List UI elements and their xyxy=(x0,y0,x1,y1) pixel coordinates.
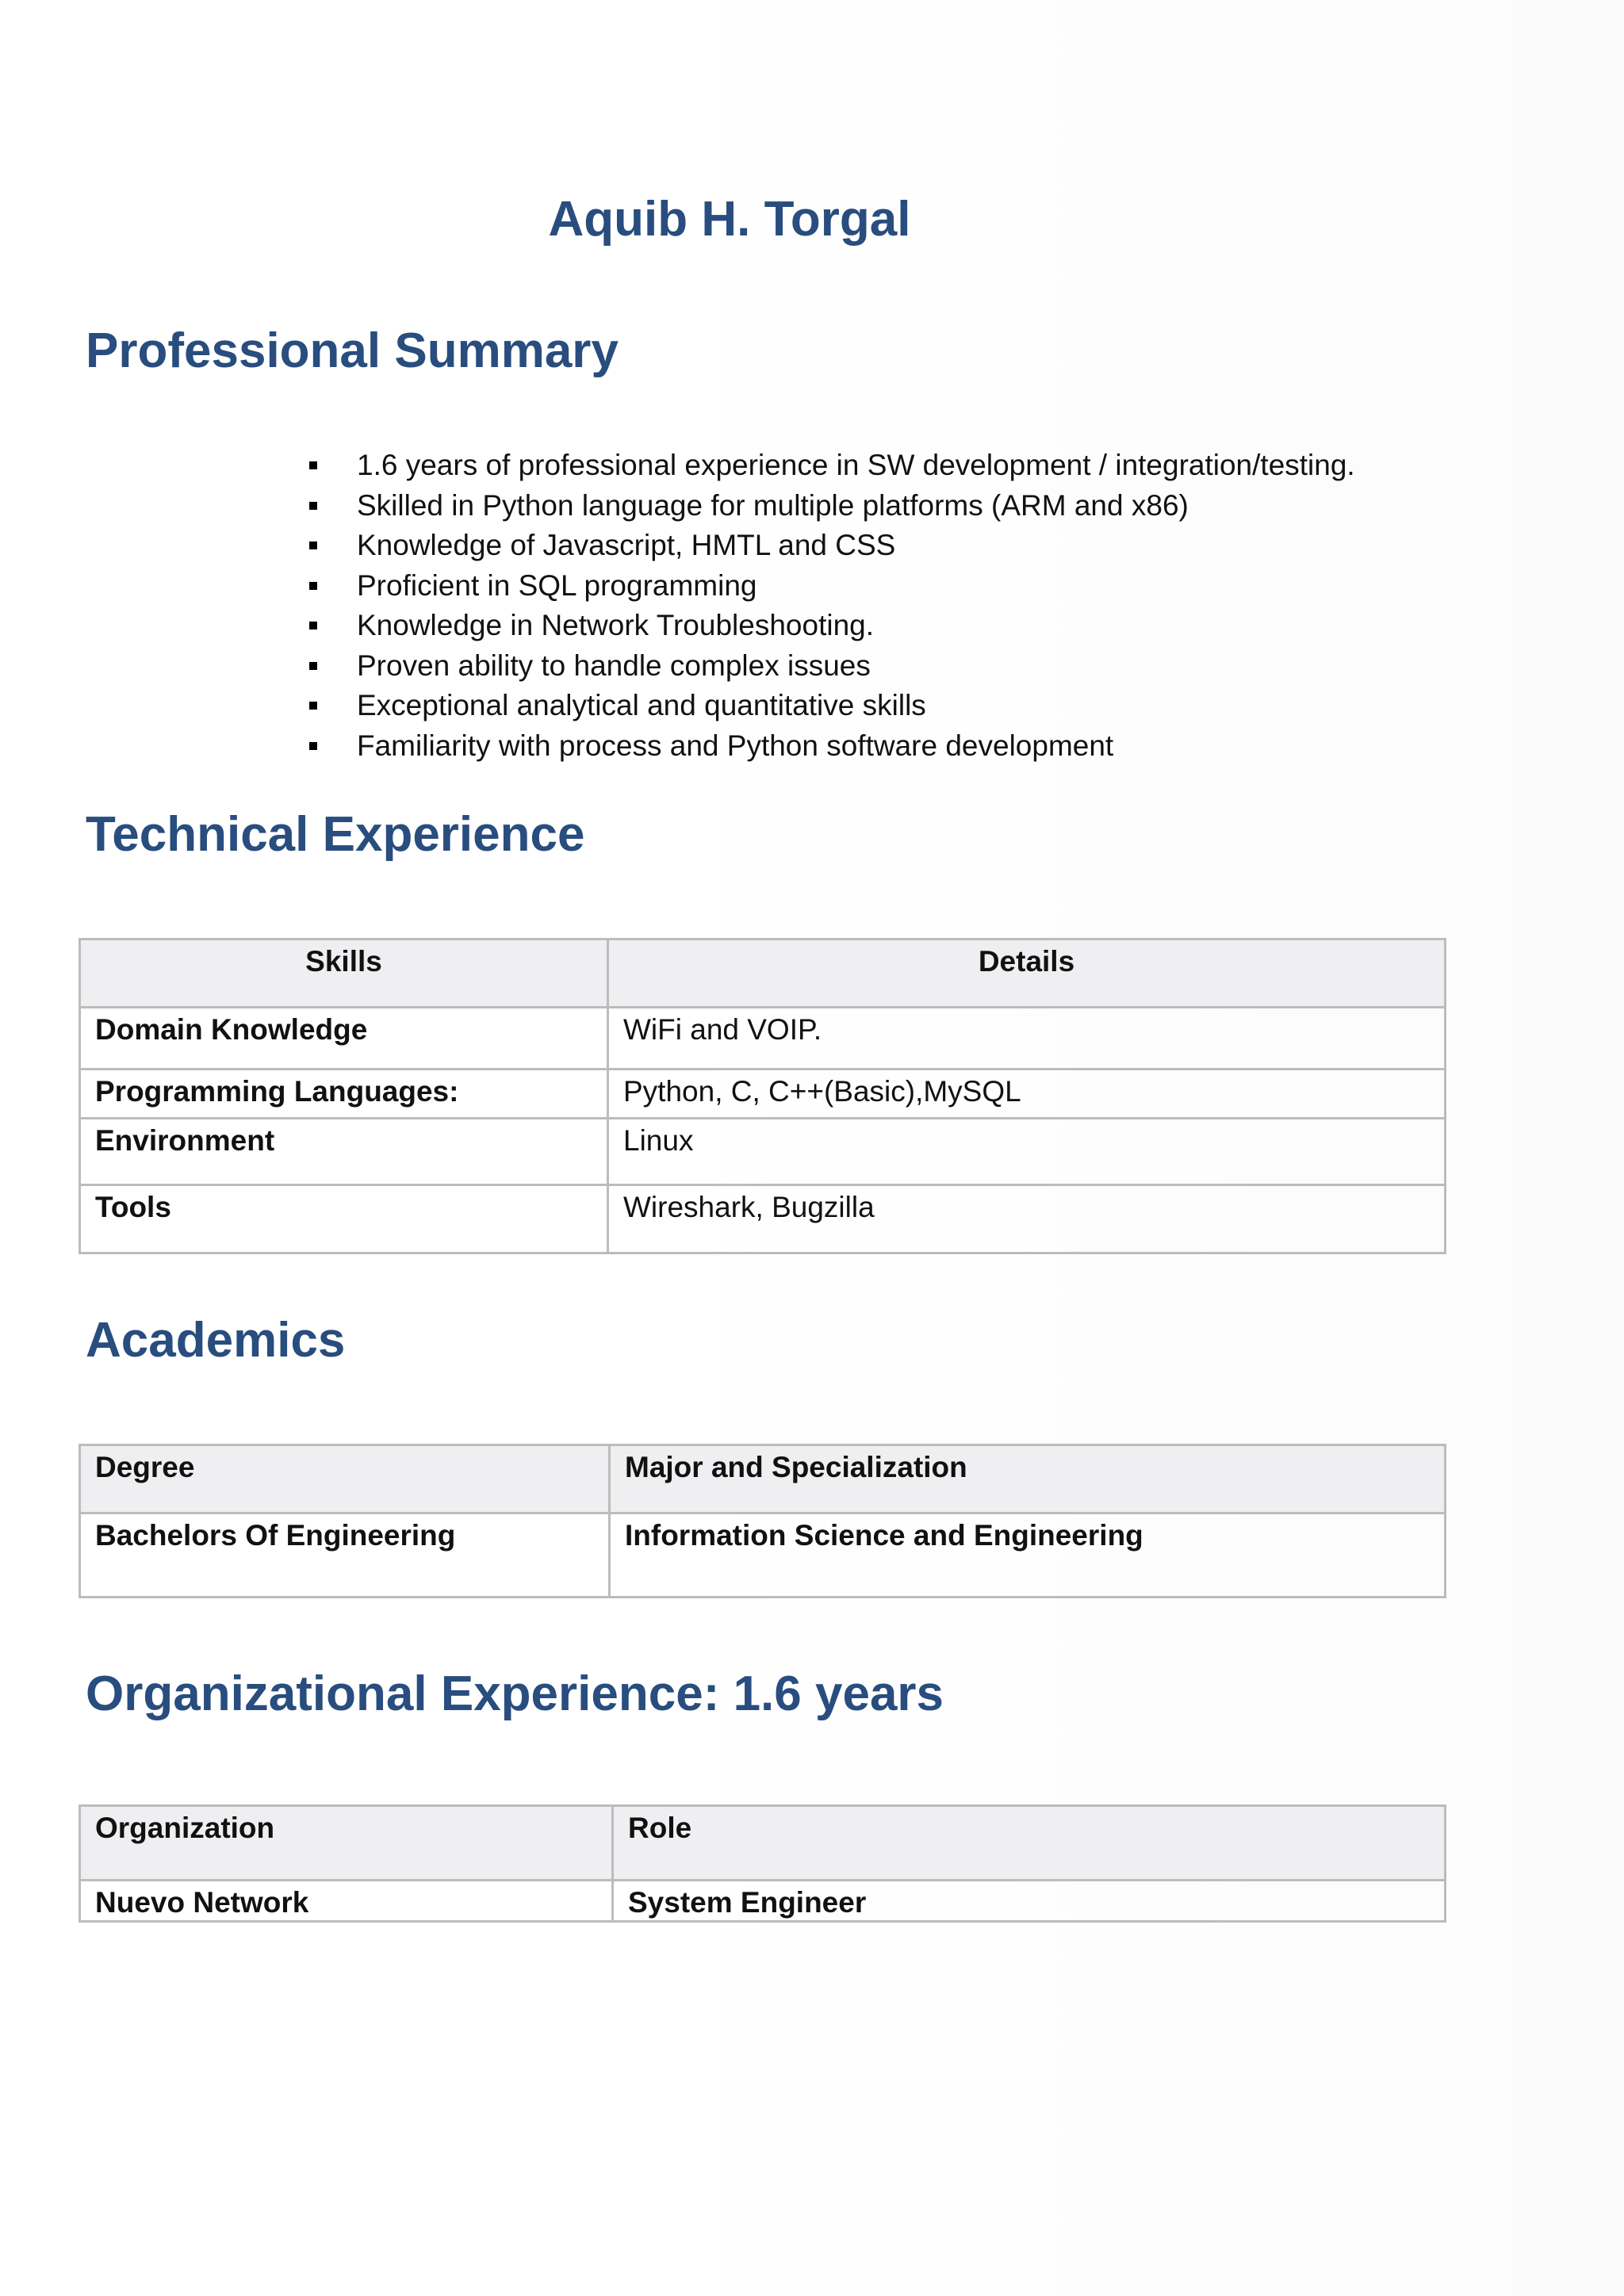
column-header-details: Details xyxy=(608,939,1446,1008)
summary-item-text: Proficient in SQL programming xyxy=(357,568,757,602)
square-bullet-icon xyxy=(309,702,317,710)
summary-item xyxy=(306,446,1355,486)
organization-table xyxy=(79,1804,1446,1923)
square-bullet-icon xyxy=(309,461,317,469)
column-header-role: Role xyxy=(613,1806,1446,1881)
organization-cell: Nuevo Network xyxy=(80,1881,613,1922)
summary-item-text: Proven ability to handle complex issues xyxy=(357,649,871,682)
table-row xyxy=(80,1070,1446,1119)
column-header-organization: Organization xyxy=(80,1806,613,1881)
skill-cell: Tools xyxy=(80,1185,608,1253)
summary-heading: Professional Summary xyxy=(86,323,619,378)
summary-item xyxy=(306,686,1355,726)
table-row xyxy=(80,1119,1446,1185)
table-header-row xyxy=(80,1445,1446,1513)
technical-table xyxy=(79,938,1446,1254)
column-header-major: Major and Specialization xyxy=(610,1445,1446,1513)
summary-item-text: 1.6 years of professional experience in SW development / integration/testing. xyxy=(357,449,1355,481)
academics-heading: Academics xyxy=(86,1313,346,1368)
summary-item xyxy=(306,526,1355,566)
summary-item xyxy=(306,606,1355,646)
detail-cell: WiFi and VOIP. xyxy=(608,1008,1446,1070)
major-cell: Information Science and Engineering xyxy=(610,1513,1446,1598)
table-row xyxy=(80,1513,1446,1598)
skill-cell: Domain Knowledge xyxy=(80,1008,608,1070)
role-cell: System Engineer xyxy=(613,1881,1446,1922)
summary-list xyxy=(306,446,1355,766)
detail-cell: Python, C, C++(Basic),MySQL xyxy=(608,1070,1446,1119)
square-bullet-icon xyxy=(309,582,317,590)
summary-item-text: Skilled in Python language for multiple platforms (ARM and x86) xyxy=(357,488,1189,522)
summary-item-text: Familiarity with process and Python software development xyxy=(357,729,1114,762)
square-bullet-icon xyxy=(309,622,317,629)
table-header-row xyxy=(80,1806,1446,1881)
detail-cell: Wireshark, Bugzilla xyxy=(608,1185,1446,1253)
candidate-name: Aquib H. Torgal xyxy=(548,192,911,247)
square-bullet-icon xyxy=(309,502,317,510)
square-bullet-icon xyxy=(309,662,317,670)
detail-cell: Linux xyxy=(608,1119,1446,1185)
skill-cell: Environment xyxy=(80,1119,608,1185)
table-row xyxy=(80,1185,1446,1253)
summary-item xyxy=(306,646,1355,687)
summary-item-text: Exceptional analytical and quantitative skills xyxy=(357,689,926,721)
square-bullet-icon xyxy=(309,541,317,549)
degree-cell: Bachelors Of Engineering xyxy=(80,1513,610,1598)
summary-item xyxy=(306,486,1355,526)
table-row xyxy=(80,1008,1446,1070)
academics-table xyxy=(79,1444,1446,1598)
summary-item xyxy=(306,566,1355,607)
column-header-skills: Skills xyxy=(80,939,608,1008)
table-row xyxy=(80,1881,1446,1922)
organizational-heading: Organizational Experience: 1.6 years xyxy=(86,1667,944,1721)
summary-item xyxy=(306,726,1355,767)
table-header-row xyxy=(80,939,1446,1008)
summary-item-text: Knowledge in Network Troubleshooting. xyxy=(357,609,874,641)
column-header-degree: Degree xyxy=(80,1445,610,1513)
summary-item-text: Knowledge of Javascript, HMTL and CSS xyxy=(357,529,896,561)
square-bullet-icon xyxy=(309,742,317,750)
skill-cell: Programming Languages: xyxy=(80,1070,608,1119)
technical-heading: Technical Experience xyxy=(86,807,585,862)
